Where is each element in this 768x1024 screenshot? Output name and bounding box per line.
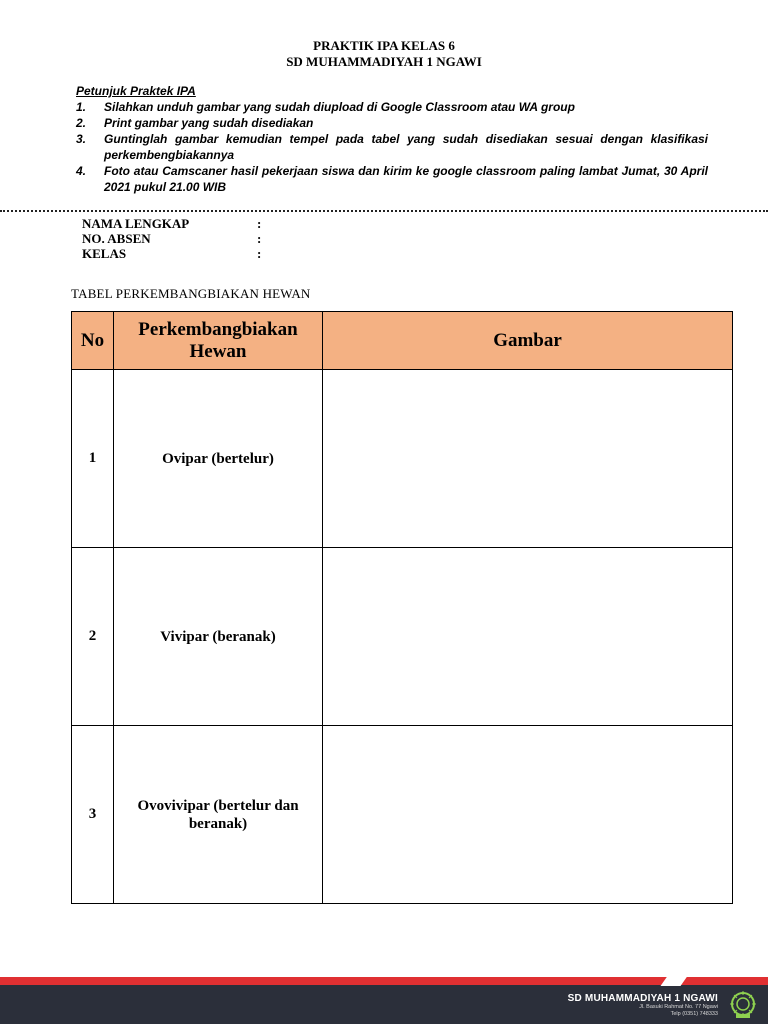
identity-colon: :	[257, 216, 262, 231]
row-type	[114, 726, 323, 904]
footer-phone: Telp (0351) 748333	[670, 1011, 718, 1017]
instruction-number: 3.	[76, 132, 87, 146]
identity-label: NAMA LENGKAP	[82, 216, 190, 231]
instruction-text: Guntinglah gambar kemudian tempel pada tabel yang sudah disediakan sesuai dengan klasifikasi perkembengbiakannya	[104, 132, 708, 162]
row-image-cell	[323, 548, 733, 726]
footer-address: Jl. Basuki Rahmat No. 77 Ngawi	[639, 1004, 718, 1010]
instructions-heading: Petunjuk Praktek IPA	[76, 84, 196, 98]
row-number: 3	[72, 726, 114, 904]
student-identity	[82, 216, 262, 261]
instructions-list	[76, 99, 708, 195]
identity-row-name	[82, 216, 262, 231]
instruction-number: 1.	[76, 100, 87, 114]
table-title: TABEL PERKEMBANGBIAKAN HEWAN	[71, 286, 311, 301]
instruction-text: Silahkan unduh gambar yang sudah diupload di Google Classroom atau WA group	[104, 100, 575, 114]
instruction-item	[76, 115, 708, 131]
identity-colon: :	[257, 246, 262, 261]
identity-label: NO. ABSEN	[82, 231, 151, 246]
header-perkembangbiakan: Perkembangbiakan Hewan	[114, 312, 323, 370]
instruction-item	[76, 163, 708, 195]
instruction-item	[76, 99, 708, 115]
instruction-number: 2.	[76, 116, 87, 130]
reproduction-table	[71, 311, 733, 904]
table-row	[72, 726, 733, 904]
row-type-text: Ovipar (bertelur)	[162, 450, 274, 467]
instruction-item	[76, 131, 708, 163]
instructions	[76, 84, 708, 195]
dotted-divider	[0, 210, 768, 212]
identity-label: KELAS	[82, 246, 127, 261]
table-header-row	[72, 312, 733, 370]
document-title-line1: PRAKTIK IPA KELAS 6	[313, 38, 455, 53]
row-type-text: Vivipar (beranak)	[160, 628, 276, 645]
table-row	[72, 370, 733, 548]
footer-school-info	[568, 993, 718, 1018]
footer-red-band	[0, 977, 768, 985]
header-no: No	[72, 312, 114, 370]
row-number: 2	[72, 548, 114, 726]
identity-colon: :	[257, 231, 262, 246]
row-image-cell	[323, 726, 733, 904]
instruction-text: Print gambar yang sudah disediakan	[104, 116, 314, 130]
instruction-text: Foto atau Camscaner hasil pekerjaan siswa dan kirim ke google classroom paling lambat Jumat, 30 April 2021 pukul 21.00 WIB	[104, 164, 708, 194]
row-number: 1	[72, 370, 114, 548]
identity-row-kelas	[82, 246, 262, 261]
identity-row-absen	[82, 231, 262, 246]
muhammadiyah-logo-icon	[726, 990, 760, 1020]
table-row	[72, 548, 733, 726]
document-title-line2: SD MUHAMMADIYAH 1 NGAWI	[286, 54, 482, 69]
row-type-text: Ovovivipar (bertelur dan beranak)	[137, 797, 299, 832]
header-gambar: Gambar	[323, 312, 733, 370]
row-type	[114, 548, 323, 726]
row-type	[114, 370, 323, 548]
footer-school-name: SD MUHAMMADIYAH 1 NGAWI	[567, 993, 718, 1004]
instruction-number: 4.	[76, 164, 87, 178]
row-image-cell	[323, 370, 733, 548]
